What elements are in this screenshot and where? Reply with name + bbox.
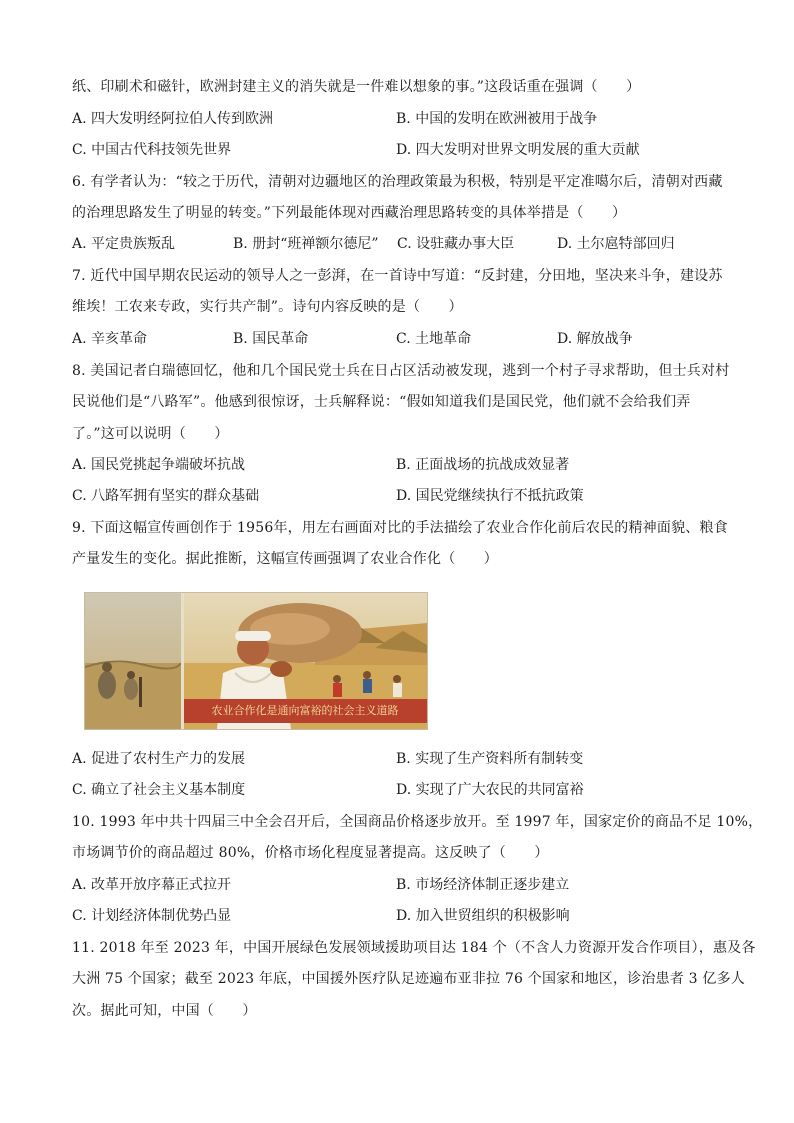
q6-option-c: C. 设驻藏办事大臣 <box>397 236 515 252</box>
q5-stem: 纸、印刷术和磁针，欧洲封建主义的消失就是一件难以想象的事。”这段话重在强调（ ） <box>72 79 641 95</box>
propaganda-poster-image <box>84 592 428 730</box>
q8-option-b: B. 正面战场的抗战成效显著 <box>396 457 570 473</box>
q10-stem-line-2: 市场调节价的商品超过 80%，价格市场化程度显著提高。这反映了（ ） <box>72 845 549 861</box>
q8-option-c: C. 八路军拥有坚实的群众基础 <box>72 488 260 504</box>
q8-option-d: D. 国民党继续执行不抵抗政策 <box>396 488 584 504</box>
q10-option-a: A. 改革开放序幕正式拉开 <box>72 877 232 893</box>
q7-stem-line-2: 维埃！工农来专政，实行共产制”。诗句内容反映的是（ ） <box>72 299 463 315</box>
poster-caption: 农业合作化是通向富裕的社会主义道路 <box>211 704 399 717</box>
q6-option-b: B. 册封“班禅额尔德尼” <box>233 236 379 252</box>
q8-stem-line-1: 8. 美国记者白瑞德回忆，他和几个国民党士兵在日占区活动被发现，逃到一个村子寻求帮助，但士兵对村 <box>72 363 730 379</box>
q9-option-a: A. 促进了农村生产力的发展 <box>72 751 246 767</box>
q7-option-b: B. 国民革命 <box>233 331 309 347</box>
q11-stem-line-3: 次。据此可知，中国（ ） <box>72 1003 257 1019</box>
q9-option-d: D. 实现了广大农民的共同富裕 <box>396 782 584 798</box>
q7-stem-line-1: 7. 近代中国早期农民运动的领导人之一彭湃，在一首诗中写道：“反封建，分田地，坚决来斗争，建设苏 <box>72 268 723 284</box>
q10-stem-line-1: 10. 1993 年中共十四届三中全会召开后，全国商品价格逐步放开。至 1997 年，国家定价的商品不足 10%， <box>72 814 763 830</box>
q11-stem-line-2: 大洲 75 个国家；截至 2023 年底，中国援外医疗队足迹遍布亚非拉 76 个国家和地区，诊治患者 3 亿多人 <box>72 971 745 987</box>
q10-option-b: B. 市场经济体制正逐步建立 <box>396 877 570 893</box>
q8-stem-line-3: 了。”这可以说明（ ） <box>72 426 229 442</box>
q5-option-a: A. 四大发明经阿拉伯人传到欧洲 <box>72 111 274 127</box>
q9-option-b: B. 实现了生产资料所有制转变 <box>396 751 584 767</box>
q10-option-c: C. 计划经济体制优势凸显 <box>72 908 232 924</box>
q6-stem-line-2: 的治理思路发生了明显的转变。”下列最能体现对西藏治理思路转变的具体举措是（ ） <box>72 205 627 221</box>
q10-option-d: D. 加入世贸组织的积极影响 <box>396 908 570 924</box>
q11-stem-line-1: 11. 2018 年至 2023 年，中国开展绿色发展领域援助项目达 184 个（不含人力资源开发合作项目），惠及各 <box>72 940 756 956</box>
q5-option-b: B. 中国的发明在欧洲被用于战争 <box>396 111 598 127</box>
q7-option-a: A. 辛亥革命 <box>72 331 148 347</box>
q8-stem-line-2: 民说他们是“八路军”。他感到很惊讶，士兵解释说：“假如知道我们是国民党，他们就不会给我们弄 <box>72 394 691 410</box>
q9-option-c: C. 确立了社会主义基本制度 <box>72 782 246 798</box>
q9-stem-line-1: 9. 下面这幅宣传画创作于 1956年，用左右画面对比的手法描绘了农业合作化前后农民的精神面貌、粮食 <box>72 520 728 536</box>
q6-option-a: A. 平定贵族叛乱 <box>72 236 176 252</box>
q5-option-d: D. 四大发明对世界文明发展的重大贡献 <box>396 142 640 158</box>
q8-option-a: A. 国民党挑起争端破坏抗战 <box>72 457 246 473</box>
q6-stem-line-1: 6. 有学者认为：“较之于历代，清朝对边疆地区的治理政策最为积极，特别是平定准噶尔后，清朝对西藏 <box>72 174 723 190</box>
q7-option-c: C. 土地革命 <box>396 331 472 347</box>
q7-option-d: D. 解放战争 <box>557 331 633 347</box>
q6-option-d: D. 土尔扈特部回归 <box>557 236 675 252</box>
q5-option-c: C. 中国古代科技领先世界 <box>72 142 232 158</box>
q9-stem-line-2: 产量发生的变化。据此推断，这幅宣传画强调了农业合作化（ ） <box>72 551 498 567</box>
